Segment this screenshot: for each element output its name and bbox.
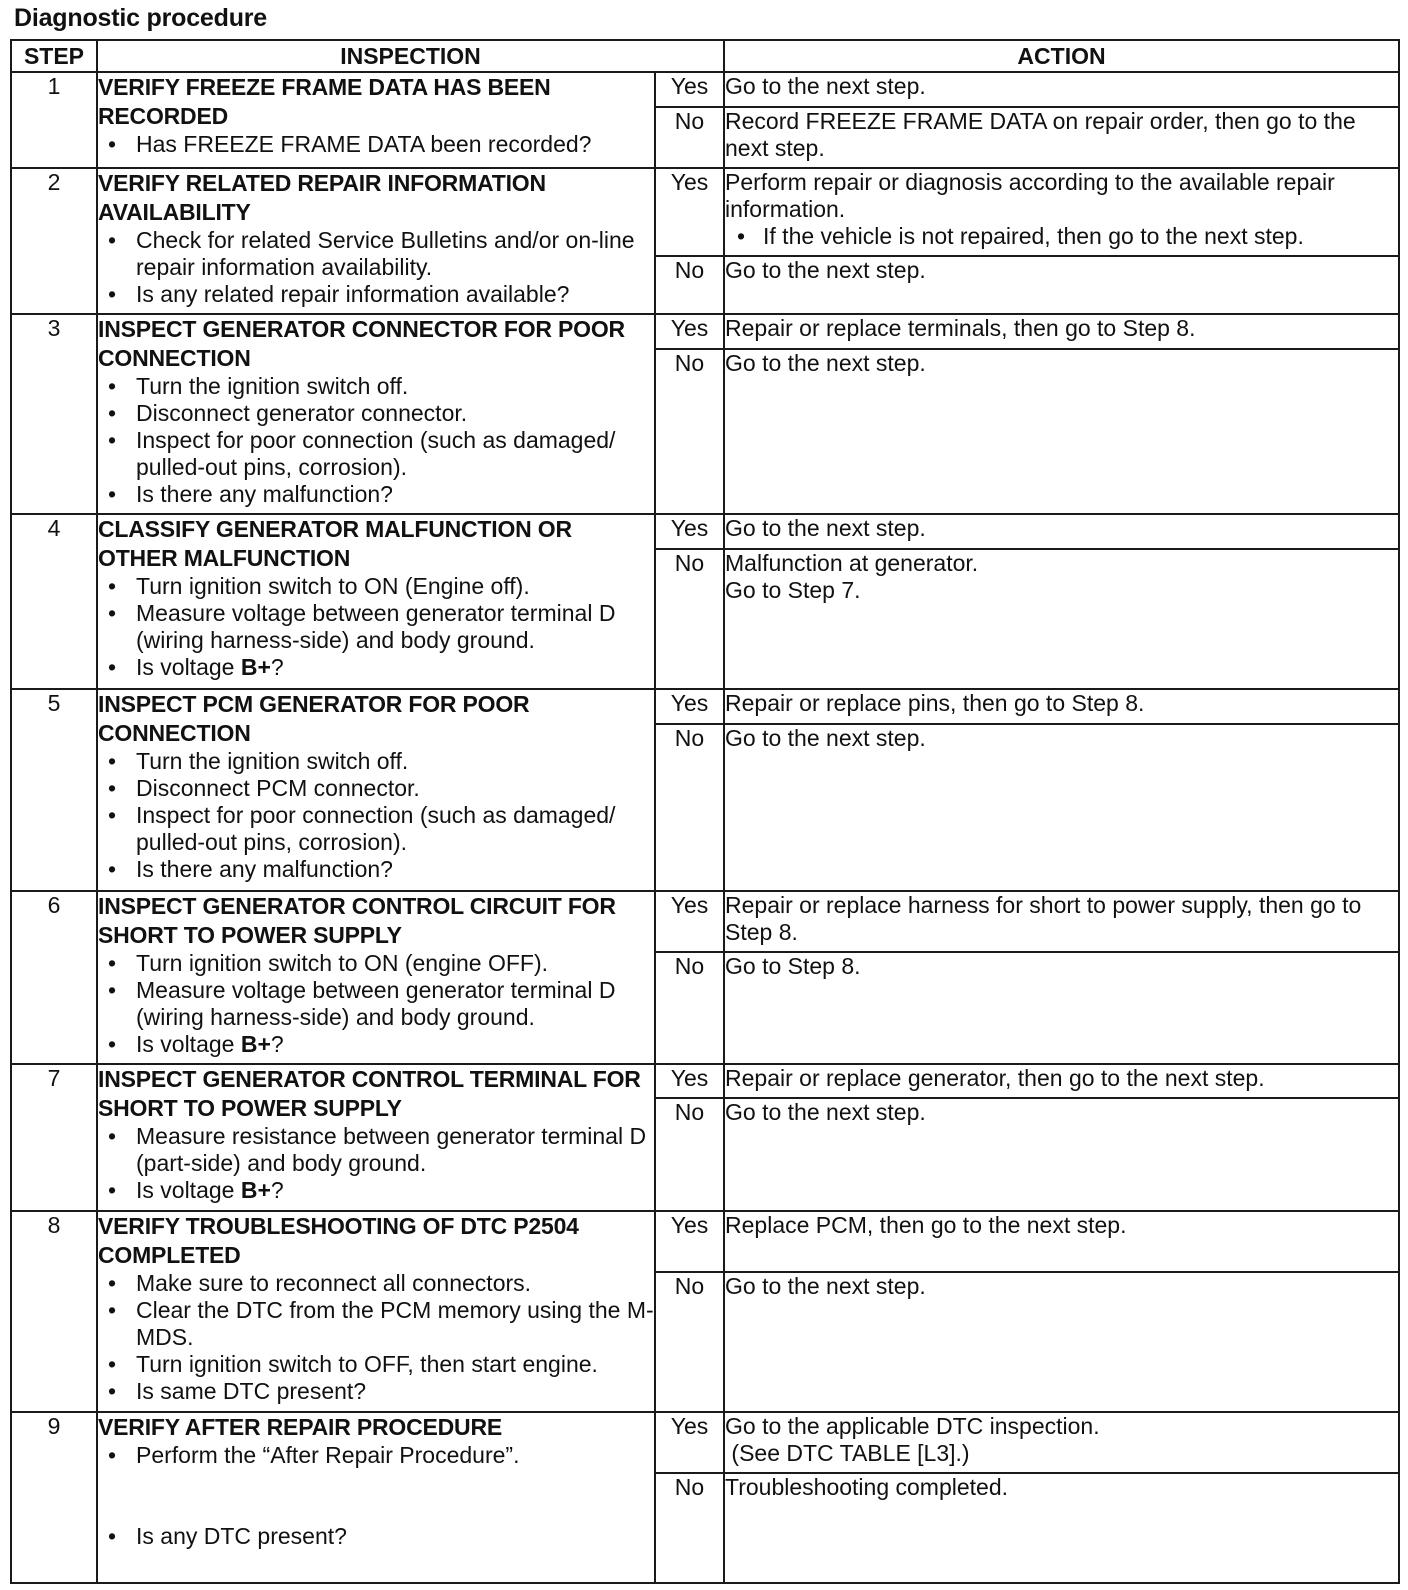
inspection-cell — [97, 514, 655, 689]
inspection-bullet — [98, 1031, 654, 1058]
inspection-bullet: • Perform the “After Repair Procedure”. — [98, 1442, 654, 1469]
step-header: STEP — [11, 40, 97, 72]
inspection-bullet: • Is same DTC present? — [98, 1378, 654, 1405]
inspection-bullet: • Is any related repair information available? — [98, 281, 654, 308]
inspection-bullet: • Turn the ignition switch off. — [98, 373, 654, 400]
yes-action-text: Perform repair or diagnosis according to the available repair information. — [725, 169, 1335, 222]
inspection-cell — [97, 314, 655, 514]
step-number: 7 — [11, 1064, 97, 1211]
no-action: Go to the next step. — [724, 1098, 1399, 1211]
inspection-cell — [97, 891, 655, 1064]
bullet-text: Is voltage — [136, 1177, 241, 1203]
no-action: Go to the next step. — [724, 724, 1399, 891]
inspection-bullet: • Measure voltage between generator terminal D (wiring harness-side) and body ground. — [98, 600, 654, 654]
yes-label: Yes — [655, 72, 724, 107]
inspection-bullet — [98, 654, 654, 681]
bullet-text: Is voltage — [136, 1031, 241, 1057]
step-5-yes-row — [11, 689, 1399, 724]
bullet-text: ? — [270, 1177, 284, 1203]
no-label: No — [655, 256, 724, 314]
bullet-bold-text: B+ — [240, 1031, 271, 1057]
page-title: Diagnostic procedure — [14, 4, 267, 32]
yes-action — [724, 1412, 1399, 1473]
step-number: 1 — [11, 72, 97, 168]
inspection-bullet: • Turn the ignition switch off. — [98, 748, 654, 775]
yes-action: Replace PCM, then go to the next step. — [724, 1211, 1399, 1272]
yes-action: Repair or replace terminals, then go to Step 8. — [724, 314, 1399, 349]
step-number: 9 — [11, 1412, 97, 1583]
no-action: Troubleshooting completed. — [724, 1473, 1399, 1583]
yes-action: Repair or replace generator, then go to the next step. — [724, 1064, 1399, 1098]
yes-label: Yes — [655, 1064, 724, 1098]
no-label: No — [655, 724, 724, 891]
yes-action: Go to the next step. — [724, 72, 1399, 107]
no-action-line: Go to Step 7. — [725, 577, 861, 603]
yes-action: Go to the next step. — [724, 514, 1399, 549]
no-label: No — [655, 1473, 724, 1583]
step-number: 5 — [11, 689, 97, 891]
yes-action-line: (See DTC TABLE [L3].) — [725, 1440, 970, 1466]
step-3-yes-row — [11, 314, 1399, 349]
no-label: No — [655, 349, 724, 514]
bullet-bold-text: B+ — [240, 654, 271, 680]
yes-action: Repair or replace pins, then go to Step 8. — [724, 689, 1399, 724]
inspection-bullet: • Measure resistance between generator terminal D (part-side) and body ground. — [98, 1123, 654, 1177]
no-label: No — [655, 107, 724, 168]
yes-action: Repair or replace harness for short to power supply, then go to Step 8. — [724, 891, 1399, 952]
no-label: No — [655, 1098, 724, 1211]
inspection-title: INSPECT GENERATOR CONTROL CIRCUIT FOR SHORT TO POWER SUPPLY — [98, 893, 616, 948]
no-action — [724, 549, 1399, 689]
yes-label: Yes — [655, 1211, 724, 1272]
step-6-yes-row — [11, 891, 1399, 952]
inspection-title: VERIFY TROUBLESHOOTING OF DTC P2504 COMPLETED — [98, 1213, 579, 1268]
bullet-text: ? — [270, 1031, 284, 1057]
inspection-bullet: • Is any DTC present? — [98, 1523, 654, 1550]
bullet-text: ? — [270, 654, 284, 680]
inspection-cell — [97, 1211, 655, 1412]
no-label: No — [655, 952, 724, 1064]
inspection-title: INSPECT GENERATOR CONTROL TERMINAL FOR SHORT TO POWER SUPPLY — [98, 1066, 641, 1121]
inspection-bullet: • Clear the DTC from the PCM memory using the M-MDS. — [98, 1297, 654, 1351]
inspection-bullet: • Turn ignition switch to OFF, then start engine. — [98, 1351, 654, 1378]
step-number: 8 — [11, 1211, 97, 1412]
yes-label: Yes — [655, 689, 724, 724]
step-7-yes-row — [11, 1064, 1399, 1098]
step-2-yes-row — [11, 168, 1399, 256]
inspection-title: VERIFY AFTER REPAIR PROCEDURE — [98, 1414, 502, 1440]
no-label: No — [655, 549, 724, 689]
inspection-bullet: • Check for related Service Bulletins and/or on-line repair information availability. — [98, 227, 654, 281]
inspection-bullet: • Turn ignition switch to ON (Engine off). — [98, 573, 654, 600]
inspection-bullet: • Is there any malfunction? — [98, 856, 654, 883]
inspection-cell — [97, 168, 655, 314]
step-4-yes-row — [11, 514, 1399, 549]
action-header: ACTION — [724, 40, 1399, 72]
inspection-title: INSPECT GENERATOR CONNECTOR FOR POOR CONNECTION — [98, 316, 625, 371]
inspection-bullet: • Measure voltage between generator terminal D (wiring harness-side) and body ground. — [98, 977, 654, 1031]
no-action: Go to Step 8. — [724, 952, 1399, 1064]
no-action: Go to the next step. — [724, 1272, 1399, 1412]
header-row — [11, 40, 1399, 72]
no-action-line: Malfunction at generator. — [725, 550, 979, 576]
no-label: No — [655, 1272, 724, 1412]
inspection-bullet: • Turn ignition switch to ON (engine OFF). — [98, 950, 654, 977]
inspection-title: VERIFY FREEZE FRAME DATA HAS BEEN RECORDED — [98, 74, 551, 129]
inspection-cell — [97, 72, 655, 168]
inspection-cell — [97, 1412, 655, 1583]
inspection-bullet — [98, 1177, 654, 1204]
inspection-cell — [97, 689, 655, 891]
inspection-bullet: • Disconnect PCM connector. — [98, 775, 654, 802]
yes-action-bullet: • If the vehicle is not repaired, then go to the next step. — [725, 223, 1398, 250]
yes-label: Yes — [655, 891, 724, 952]
step-number: 6 — [11, 891, 97, 1064]
step-8-yes-row — [11, 1211, 1399, 1272]
inspection-cell — [97, 1064, 655, 1211]
step-number: 4 — [11, 514, 97, 689]
step-1-yes-row — [11, 72, 1399, 107]
step-number: 2 — [11, 168, 97, 314]
no-action: Go to the next step. — [724, 349, 1399, 514]
yes-action-line: Go to the applicable DTC inspection. — [725, 1413, 1100, 1439]
inspection-header: INSPECTION — [97, 40, 724, 72]
inspection-bullet: • Disconnect generator connector. — [98, 400, 654, 427]
yes-label: Yes — [655, 514, 724, 549]
step-9-yes-row — [11, 1412, 1399, 1473]
inspection-title: INSPECT PCM GENERATOR FOR POOR CONNECTION — [98, 691, 530, 746]
inspection-bullet: • Is there any malfunction? — [98, 481, 654, 508]
inspection-title: CLASSIFY GENERATOR MALFUNCTION OR OTHER MALFUNCTION — [98, 516, 572, 571]
no-action: Record FREEZE FRAME DATA on repair order, then go to the next step. — [724, 107, 1399, 168]
step-number: 3 — [11, 314, 97, 514]
yes-action — [724, 168, 1399, 256]
inspection-bullet: • Inspect for poor connection (such as damaged/ pulled-out pins, corrosion). — [98, 802, 654, 856]
inspection-bullet: • Has FREEZE FRAME DATA been recorded? — [98, 131, 654, 158]
bullet-text: Is voltage — [136, 654, 241, 680]
inspection-bullet: • Inspect for poor connection (such as damaged/ pulled-out pins, corrosion). — [98, 427, 654, 481]
inspection-bullet: • Make sure to reconnect all connectors. — [98, 1270, 654, 1297]
no-action: Go to the next step. — [724, 256, 1399, 314]
bullet-bold-text: B+ — [240, 1177, 271, 1203]
diagnostic-procedure-table — [10, 39, 1400, 1584]
inspection-title: VERIFY RELATED REPAIR INFORMATION AVAILABILITY — [98, 170, 546, 225]
yes-label: Yes — [655, 314, 724, 349]
yes-label: Yes — [655, 168, 724, 256]
yes-label: Yes — [655, 1412, 724, 1473]
